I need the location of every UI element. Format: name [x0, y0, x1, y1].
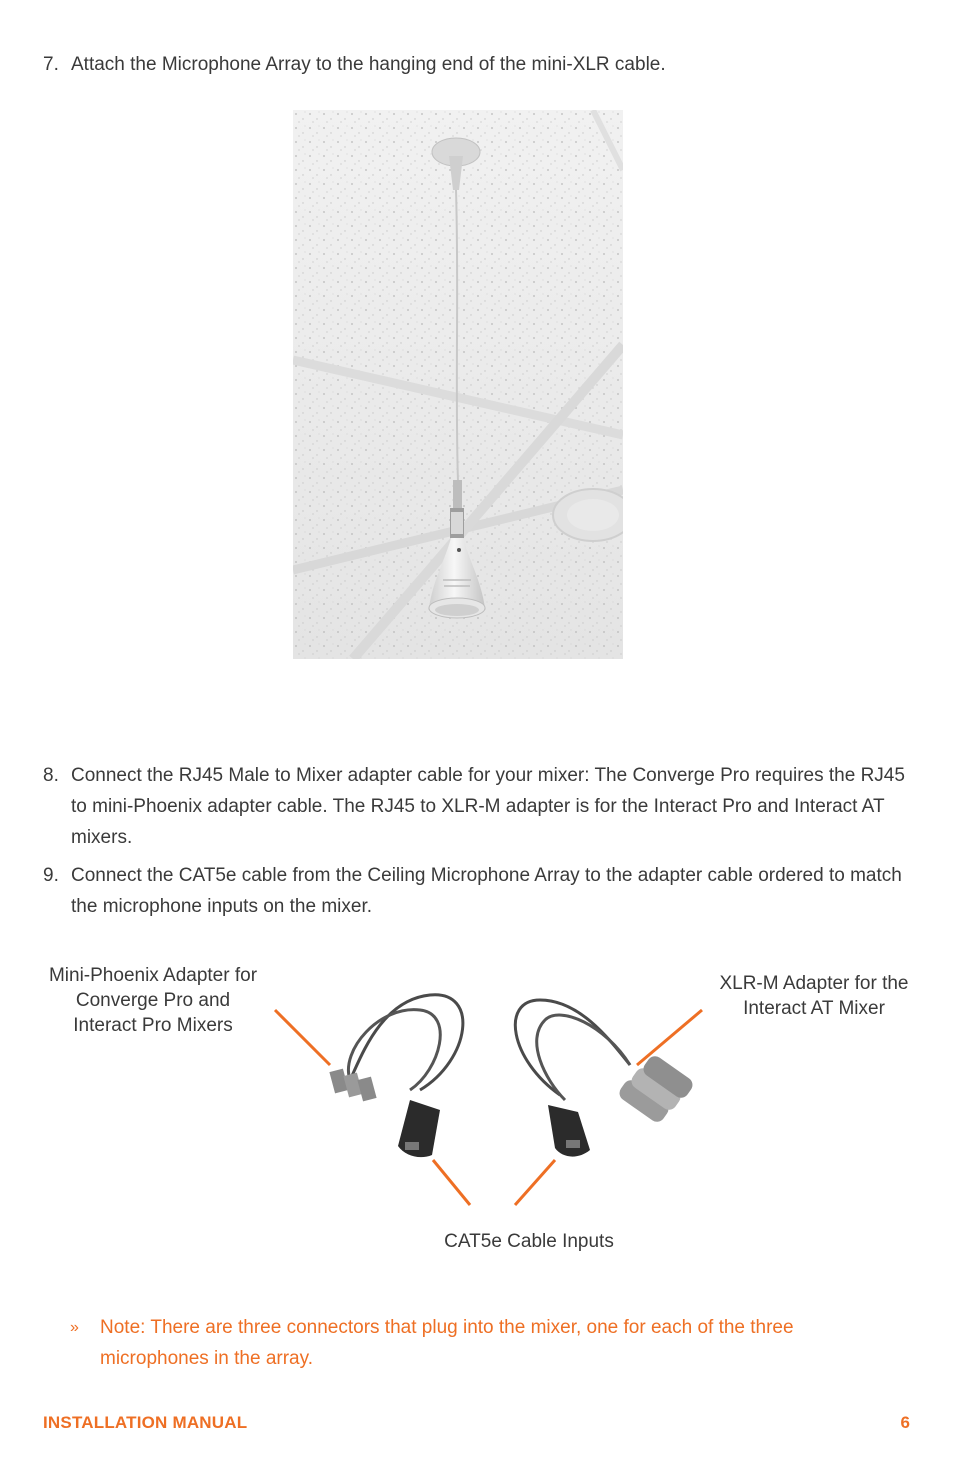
- step-text: Connect the CAT5e cable from the Ceiling Microphone Array to the adapter cable ordered to match the microphone inputs on the mixer.: [71, 865, 902, 917]
- note-bullet: »: [70, 1319, 79, 1336]
- step-number: 8.: [43, 765, 59, 786]
- ceiling-microphone-photo: [293, 110, 623, 659]
- adapter-cable-diagram: [0, 950, 954, 1290]
- note-text: Note: There are three connectors that plug into the mixer, one for each of the three microphones in the array.: [100, 1317, 794, 1369]
- page-number: 6: [900, 1413, 910, 1432]
- note: [70, 1312, 870, 1374]
- step-text: Attach the Microphone Array to the hanging end of the mini-XLR cable.: [71, 54, 666, 75]
- step-8: [43, 760, 923, 853]
- callout-line-right: [637, 1010, 702, 1065]
- callout-line-bottom-right: [515, 1160, 555, 1205]
- step-text: Connect the RJ45 Male to Mixer adapter cable for your mixer: The Converge Pro requires the RJ45 to mini-Phoenix adapter cable. The RJ45 to XLR-M adapter is for the Interact Pro and Interact AT mixers.: [71, 765, 905, 848]
- callout-cat5e-inputs: CAT5e Cable Inputs: [444, 1231, 614, 1252]
- footer-title: INSTALLATION MANUAL: [43, 1413, 248, 1432]
- callout-line-bottom-left: [433, 1160, 470, 1205]
- step-9: [43, 860, 923, 922]
- step-number: 9.: [43, 865, 59, 886]
- callout-xlr-m: XLR-M Adapter for the Interact AT Mixer: [719, 973, 909, 1019]
- callout-line-left: [275, 1010, 330, 1065]
- ceiling-microphone-illustration: [293, 110, 623, 659]
- callout-mini-phoenix: Mini-Phoenix Adapter for Converge Pro and Interact Pro Mixers: [48, 965, 258, 1036]
- step-7: [43, 49, 923, 80]
- step-number: 7.: [43, 54, 59, 75]
